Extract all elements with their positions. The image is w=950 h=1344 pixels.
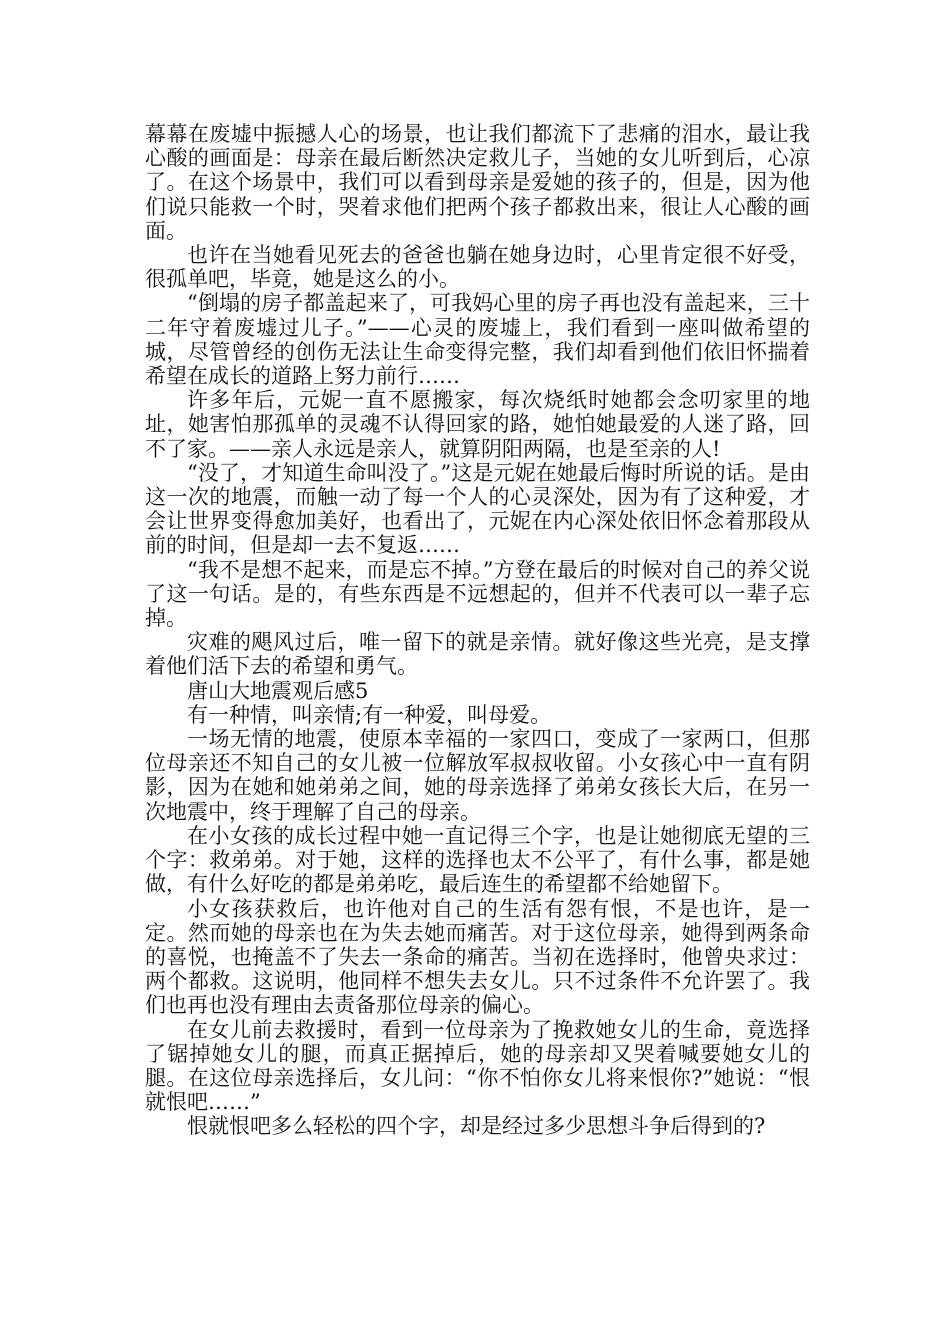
paragraph-13: 在女儿前去救援时，看到一位母亲为了挽救她女儿的生命，竟选择了锯掉她女儿的腿，而真正据掉后，她的母亲却又哭着喊要她女儿的腿。在这位母亲选择后，女儿问：“你不怕你女儿将来恨你?”她说：“恨就恨吧……” <box>145 1017 810 1115</box>
paragraph-14: 恨就恨吧多么轻松的四个字，却是经过多少思想斗争后得到的? <box>187 1114 766 1139</box>
paragraph-5: “没了，才知道生命叫没了。”这是元妮在她最后悔时所说的话。是由这一次的地震，而触一动了每一个人的心灵深处，因为有了这种爱，才会让世界变得愈加美好，也看出了，元妮在内心深处依旧怀念着那段从前的时间，但是却一去不复返…… <box>145 460 810 558</box>
paragraph-7: 灾难的飓风过后，唯一留下的就是亲情。就好像这些光亮，是支撑着他们活下去的希望和勇气。 <box>145 630 810 679</box>
paragraph-3: “倒塌的房子都盖起来了，可我妈心里的房子再也没有盖起来，三十二年守着废墟过儿子。”——心灵的废墟上，我们看到一座叫做希望的城，尽管曾经的创伤无法让生命变得完整，我们却看到他们依旧怀揣着希望在成长的道路上努力前行…… <box>145 291 810 389</box>
document-page <box>145 122 810 1139</box>
section-heading: 唐山大地震观后感5 <box>187 678 369 703</box>
paragraph-11: 在小女孩的成长过程中她一直记得三个字，也是让她彻底无望的三个字：救弟弟。对于她，这样的选择也太不公平了，有什么事，都是她做，有什么好吃的都是弟弟吃，最后连生的希望都不给她留下。 <box>145 823 810 897</box>
paragraph-2: 也许在当她看见死去的爸爸也躺在她身边时，心里肯定很不好受，很孤单吧，毕竟，她是这么的小。 <box>145 243 810 292</box>
paragraph-12: 小女孩获救后，也许他对自己的生活有怨有恨，不是也许，是一定。然而她的母亲也在为失去她而痛苦。对于这位母亲，她得到两条命的喜悦，也掩盖不了失去一条命的痛苦。当初在选择时，他曾央求过：两个都救。这说明，他同样不想失去女儿。只不过条件不允许罢了。我们也再也没有理由去责备那位母亲的偏心。 <box>145 896 810 1018</box>
paragraph-9: 有一种情，叫亲情;有一种爱，叫母爱。 <box>187 702 552 727</box>
paragraph-4: 许多年后，元妮一直不愿搬家，每次烧纸时她都会念叨家里的地址，她害怕那孤单的灵魂不认得回家的路，她怕她最爱的人迷了路，回不了家。——亲人永远是亲人，就算阴阳两隔，也是至亲的人! <box>145 388 810 461</box>
paragraph-6: “我不是想不起来，而是忘不掉。”方登在最后的时候对自己的养父说了这一句话。是的，有些东西是不远想起的，但并不代表可以一辈子忘掉。 <box>145 557 810 631</box>
paragraph-10: 一场无情的地震，使原本幸福的一家四口，变成了一家两口，但那位母亲还不知自己的女儿被一位解放军叔叔收留。小女孩心中一直有阴影，因为在她和她弟弟之间，她的母亲选择了弟弟女孩长大后，在另一次地震中，终于理解了自己的母亲。 <box>145 727 810 824</box>
paragraph-1: 幕幕在废墟中振撼人心的场景，也让我们都流下了悲痛的泪水，最让我心酸的画面是：母亲在最后断然决定救儿子，当她的女儿听到后，心凉了。在这个场景中，我们可以看到母亲是爱她的孩子的，但是，因为他们说只能救一个时，哭着求他们把两个孩子都救出来，很让人心酸的画面。 <box>145 122 810 243</box>
